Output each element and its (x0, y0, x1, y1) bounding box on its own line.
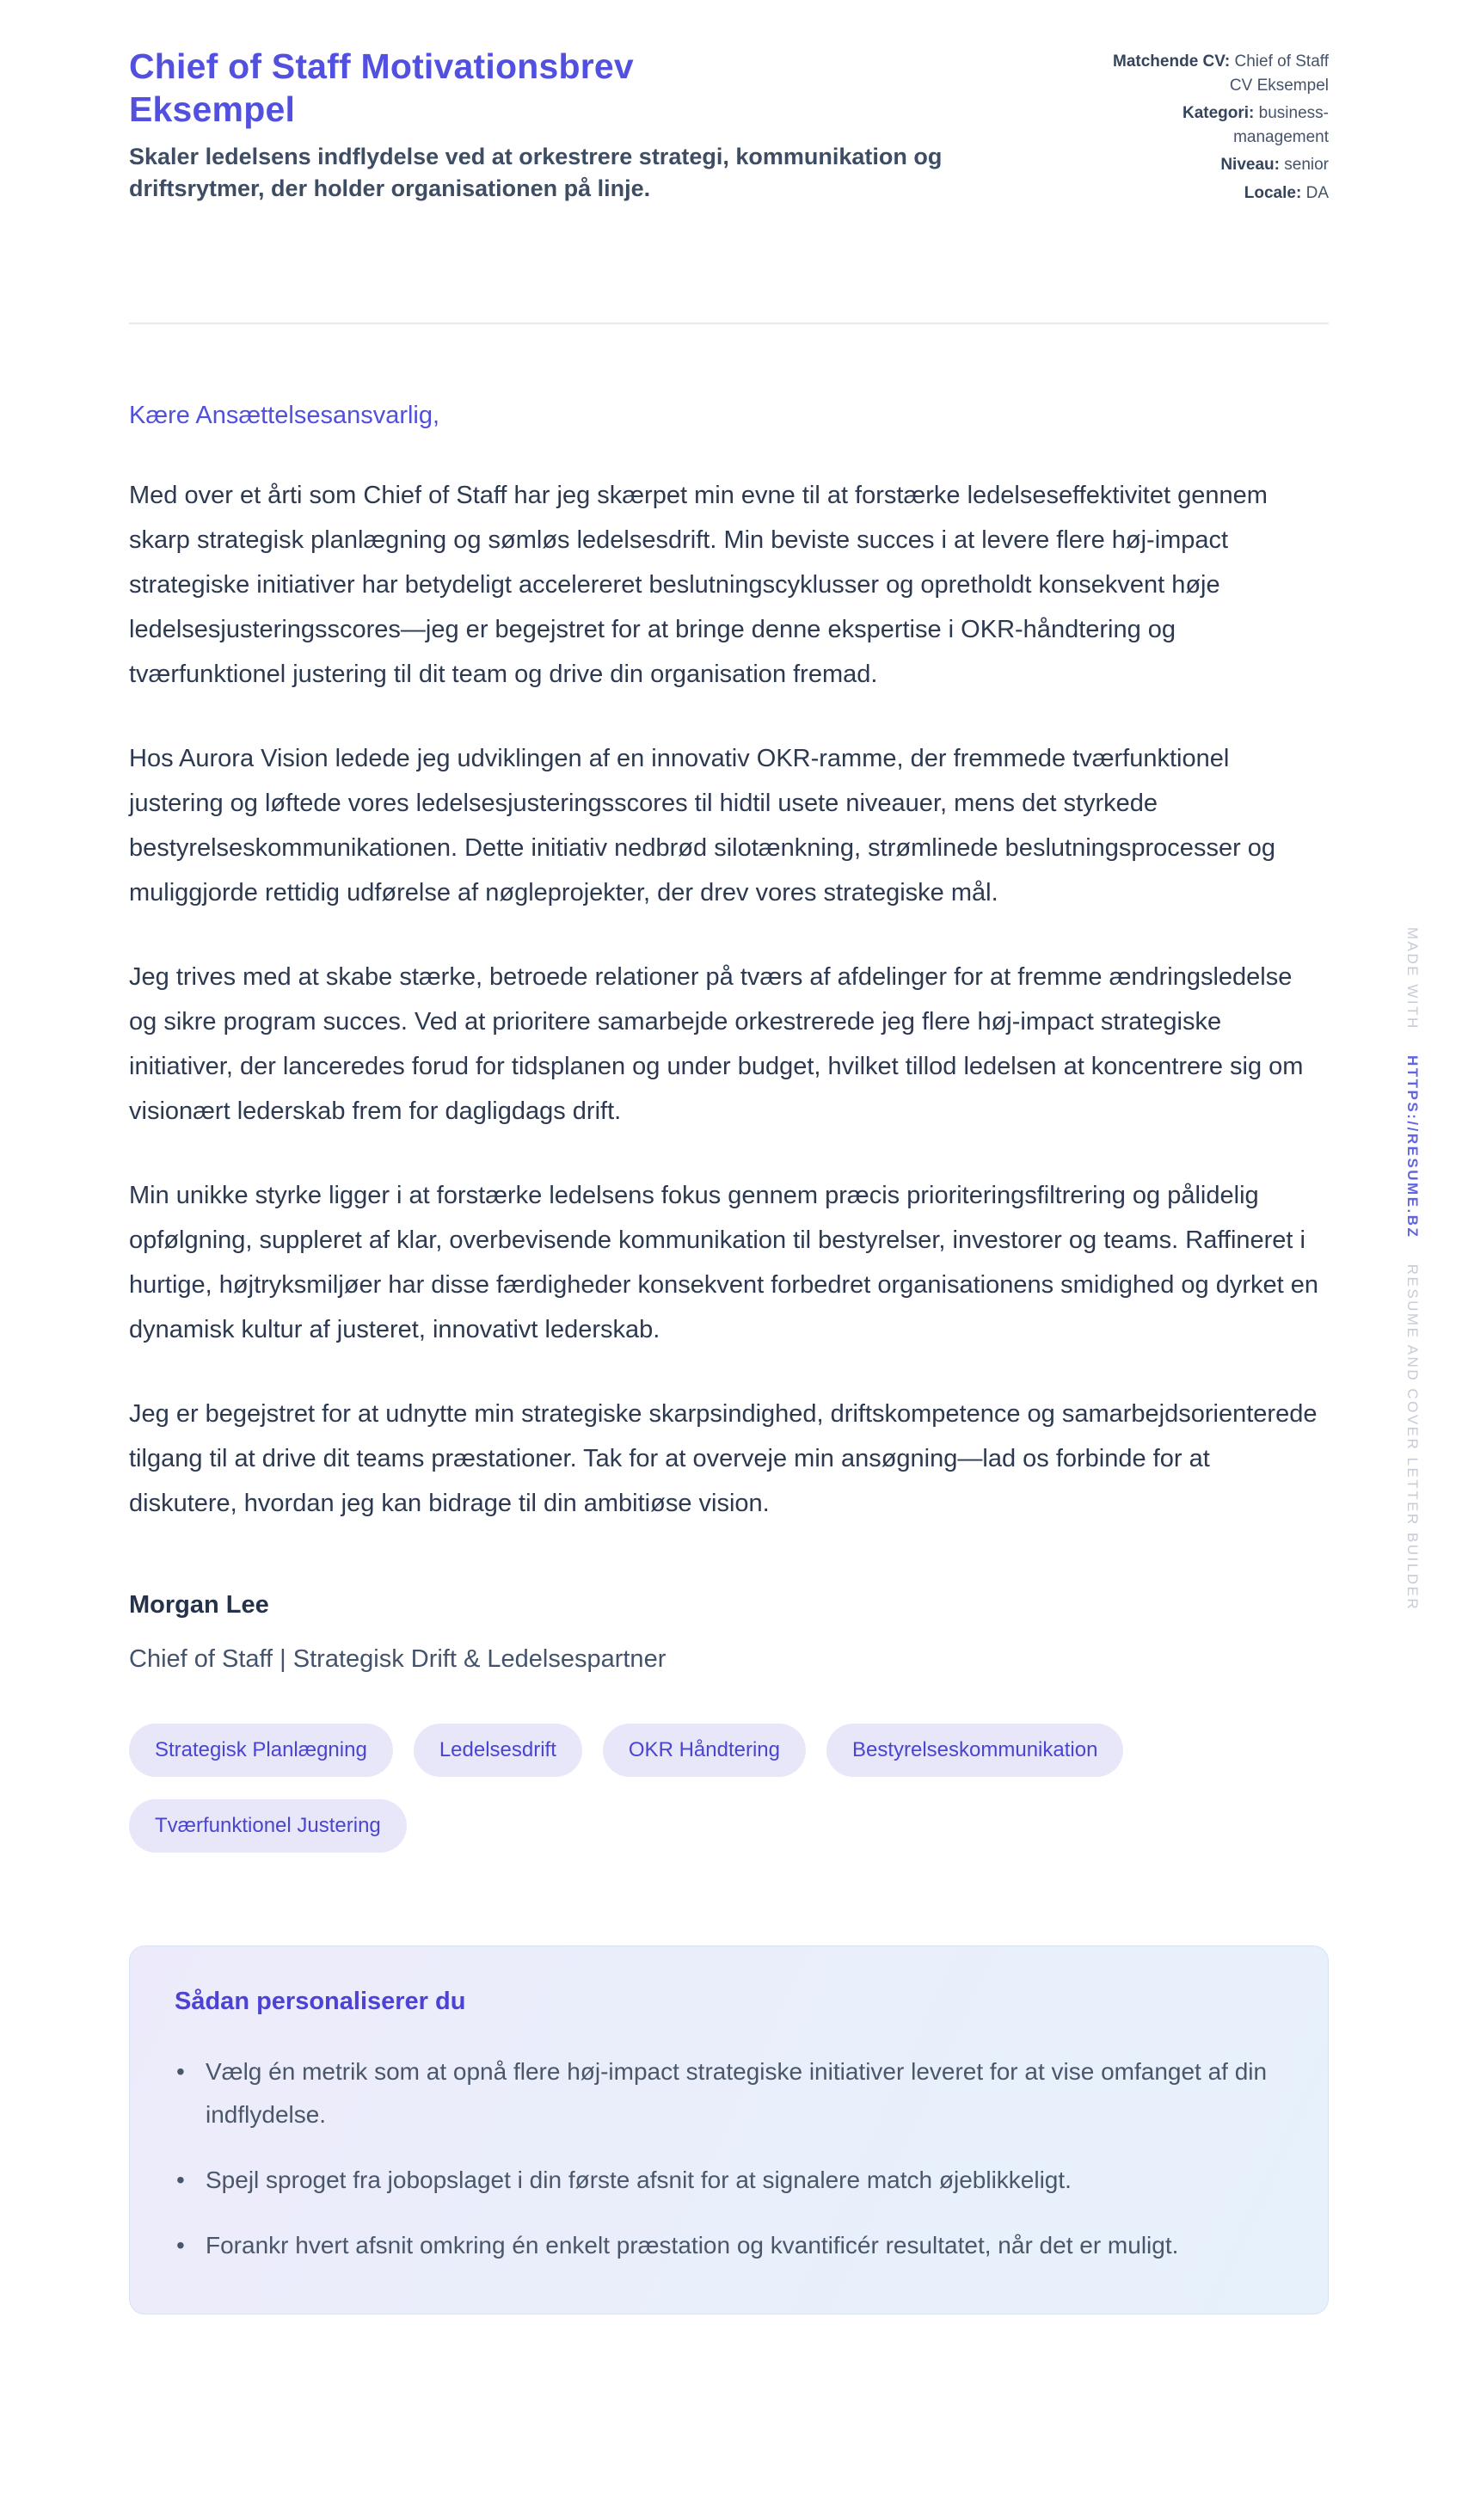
tip-item-2: • Spejl sproget fra jobopslaget i din første afsnit for at signalere match øjeblikkeligt. (175, 2159, 1283, 2202)
letter-paragraph-4: Min unikke styrke ligger i at forstærke ledelsens fokus gennem præcis prioriteringsfiltrering og pålidelig opfølgning, suppleret af klar, overbevisende kommunikation til bestyrelser, investorer og teams. Raffineret i hurtige, højtryksmiljøer har disse færdigheder konsekvent forbedret organisationens smidighed og dyrket en dynamisk kultur af justeret, innovativt lederskab. (129, 1181, 1319, 1343)
meta-category (1095, 101, 1329, 149)
meta-locale-label: Locale: (1244, 183, 1302, 202)
watermark-banner (1404, 927, 1421, 1611)
meta-category-value: business-management (1233, 104, 1329, 146)
tip-item-1: • Vælg én metrik som at opnå flere høj-impact strategiske initiativer leveret for at vise omfanget af din indflydelse. (175, 2050, 1283, 2136)
meta-matching-cv-value: Chief of Staff CV Eksempel (1229, 52, 1329, 95)
skill-tag-list (129, 1724, 1324, 1853)
meta-level-value: senior (1284, 156, 1329, 175)
meta-locale (1095, 181, 1329, 206)
letter-paragraph-3: Jeg trives med at skabe stærke, betroede relationer på tværs af afdelinger for at fremme ændringsledelse og sikre program succes. Ved at prioritere samarbejde orkestrerede jeg flere høj-impact strategiske initiativer, der lanceredes forud for tidsplanen og under budget, hvilket tillod ledelsen at koncentrere sig om visionært lederskab frem for dagligdags drift. (129, 962, 1304, 1125)
skill-tag-bestyrelseskommunikation: Bestyrelseskommunikation (826, 1724, 1123, 1777)
skill-tag-tvaerfunktionel-justering: Tværfunktionel Justering (129, 1799, 407, 1853)
letter-greeting: Kære Ansættelsesansvarlig, (129, 402, 440, 430)
watermark-link[interactable]: HTTPS://RESUME.BZ (1404, 1055, 1421, 1239)
meta-level-label: Niveau: (1220, 156, 1280, 175)
letter-paragraph-2: Hos Aurora Vision ledede jeg udviklingen af en innovativ OKR-ramme, der fremmede tværfunktionel justering og løftede vores ledelsesjusteringsscores til hidtil usete niveauer, mens det styrkede bestyrelseskommunikationen. Dette initiativ nedbrød silotænkning, strømlinede beslutningsprocesser og muliggjorde rettidig udførelse af nøgleprojekter, der drev vores strategiske mål. (129, 744, 1276, 907)
watermark-suffix: RESUME AND COVER LETTER BUILDER (1404, 1263, 1421, 1612)
skill-tag-ledelsesdrift: Ledelsesdrift (414, 1724, 582, 1777)
meta-level (1095, 153, 1329, 177)
cover-letter-body (129, 398, 1324, 1674)
page-title: Chief of Staff Motivationsbrev Eksempel (129, 46, 634, 130)
meta-matching-cv-label: Matchende CV: (1113, 52, 1231, 71)
meta-matching-cv (1095, 50, 1329, 97)
letter-paragraph-5: Jeg er begejstret for at udnytte min strategiske skarpsindighed, driftskompetence og samarbejdsorienterede tilgang til at drive dit teams præstationer. Tak for at overveje min ansøgning—lad os forbinde for at diskutere, hvordan jeg kan bidrage til din ambitiøse vision. (129, 1399, 1318, 1517)
tips-heading: Sådan personaliserer du (175, 1987, 466, 2015)
meta-panel (1095, 45, 1329, 209)
meta-locale-value: DA (1305, 183, 1329, 202)
tips-list (175, 2050, 1283, 2267)
header-title-block (129, 45, 1095, 204)
personalization-tips-card (129, 1945, 1329, 2314)
page-subtitle: Skaler ledelsens indflydelse ved at orkestrere strategi, kommunikation og driftsrytmer, der holder organisationen på linje. (129, 144, 943, 201)
watermark-prefix: MADE WITH (1404, 927, 1421, 1030)
letter-paragraph-1: Med over et årti som Chief of Staff har jeg skærpet min evne til at forstærke ledelseseffektivitet gennem skarp strategisk planlægning og sømløs ledelsesdrift. Min beviste succes i at levere flere høj-impact strategiske initiativer har betydeligt accelereret beslutningscyklusser og opretholdt konsekvent høje ledelsesjusteringsscores—jeg er begejstret for at bringe denne ekspertise i OKR-håndtering og tværfunktionel justering til dit team og drive din organisation fremad. (129, 481, 1268, 688)
signature-role: Chief of Staff | Strategisk Drift & Ledelsespartner (129, 1644, 666, 1673)
tip-item-3: • Forankr hvert afsnit omkring én enkelt præstation og kvantificér resultatet, når det er muligt. (175, 2224, 1283, 2267)
meta-category-label: Kategori: (1182, 104, 1255, 123)
signature-name: Morgan Lee (129, 1590, 269, 1619)
header (129, 45, 1329, 209)
skill-tag-strategisk-planlaegning: Strategisk Planlægning (129, 1724, 393, 1777)
header-divider (129, 323, 1329, 324)
skill-tag-okr-haandtering: OKR Håndtering (603, 1724, 806, 1777)
